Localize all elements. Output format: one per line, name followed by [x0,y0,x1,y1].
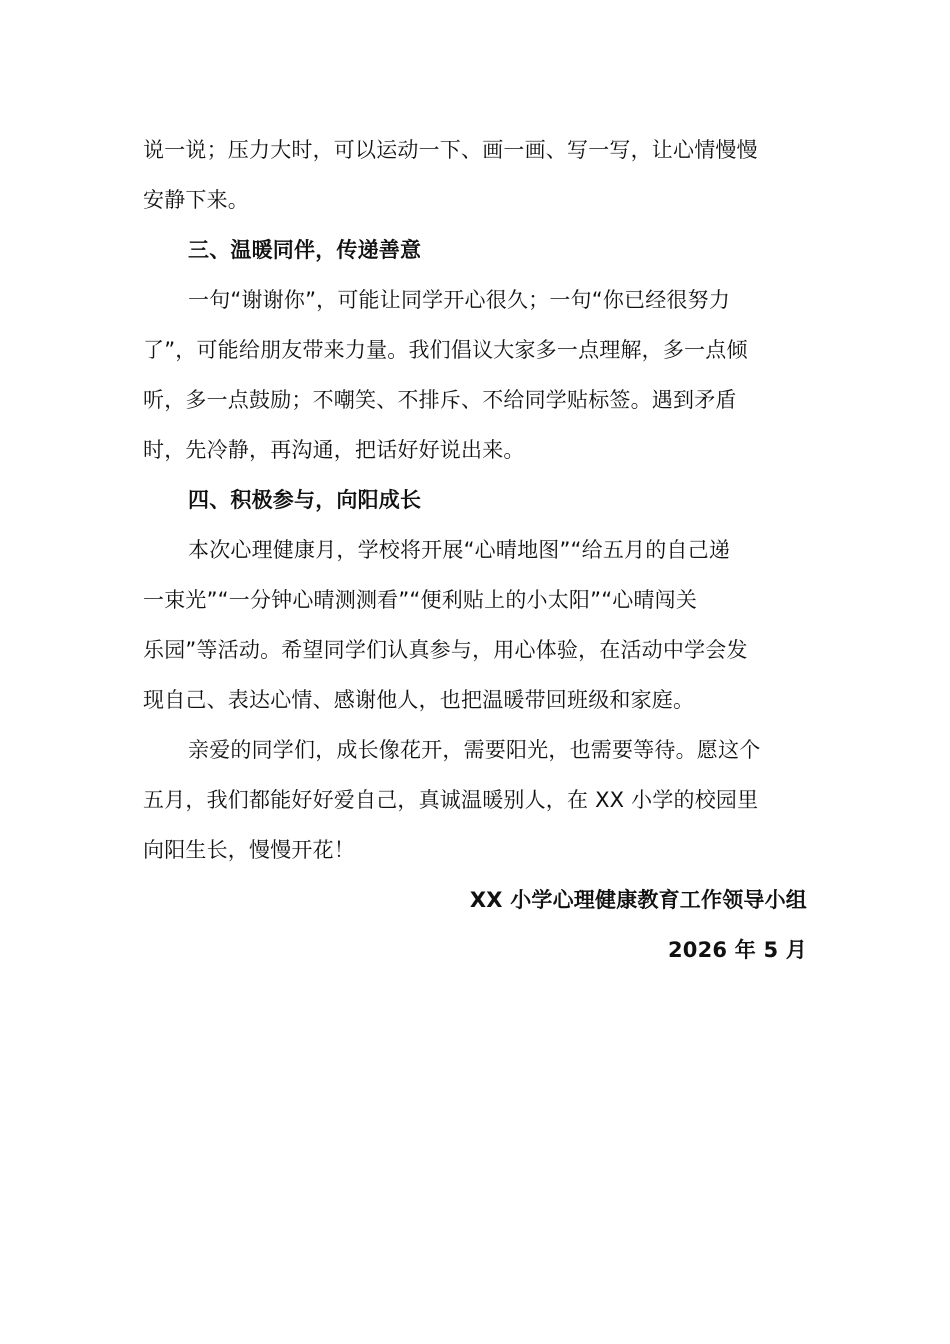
paragraph-line: 一句“谢谢你”，可能让同学开心很久；一句“你已经很努力 [188,288,731,312]
paragraph-line: 一束光”“一分钟心晴测测看”“便利贴上的小太阳”“心晴闯关 [143,588,698,612]
paragraph-line: 现自己、表达心情、感谢他人，也把温暖带回班级和家庭。 [143,688,695,712]
paragraph-line: 五月，我们都能好好爱自己，真诚温暖别人，在 XX 小学的校园里 [143,788,759,812]
signature-organization: XX 小学心理健康教育工作领导小组 [469,888,807,912]
paragraph-line: 时，先冷静，再沟通，把话好好说出来。 [143,438,525,462]
section-heading-3: 三、温暖同伴，传递善意 [188,238,422,262]
paragraph-line: 向阳生长，慢慢开花！ [143,838,355,862]
paragraph-line: 了”，可能给朋友带来力量。我们倡议大家多一点理解，多一点倾 [143,338,748,362]
section-heading-4: 四、积极参与，向阳成长 [188,488,422,512]
paragraph-line: 乐园”等活动。希望同学们认真参与，用心体验，在活动中学会发 [143,638,748,662]
paragraph-line: 亲爱的同学们，成长像花开，需要阳光，也需要等待。愿这个 [188,738,761,762]
paragraph-line: 听，多一点鼓励；不嘲笑、不排斥、不给同学贴标签。遇到矛盾 [143,388,737,412]
paragraph-line: 说一说；压力大时，可以运动一下、画一画、写一写，让心情慢慢 [143,138,758,162]
paragraph-line: 安静下来。 [143,188,249,212]
signature-date: 2026 年 5 月 [668,938,807,962]
paragraph-line: 本次心理健康月，学校将开展“心晴地图”“给五月的自己递 [188,538,731,562]
